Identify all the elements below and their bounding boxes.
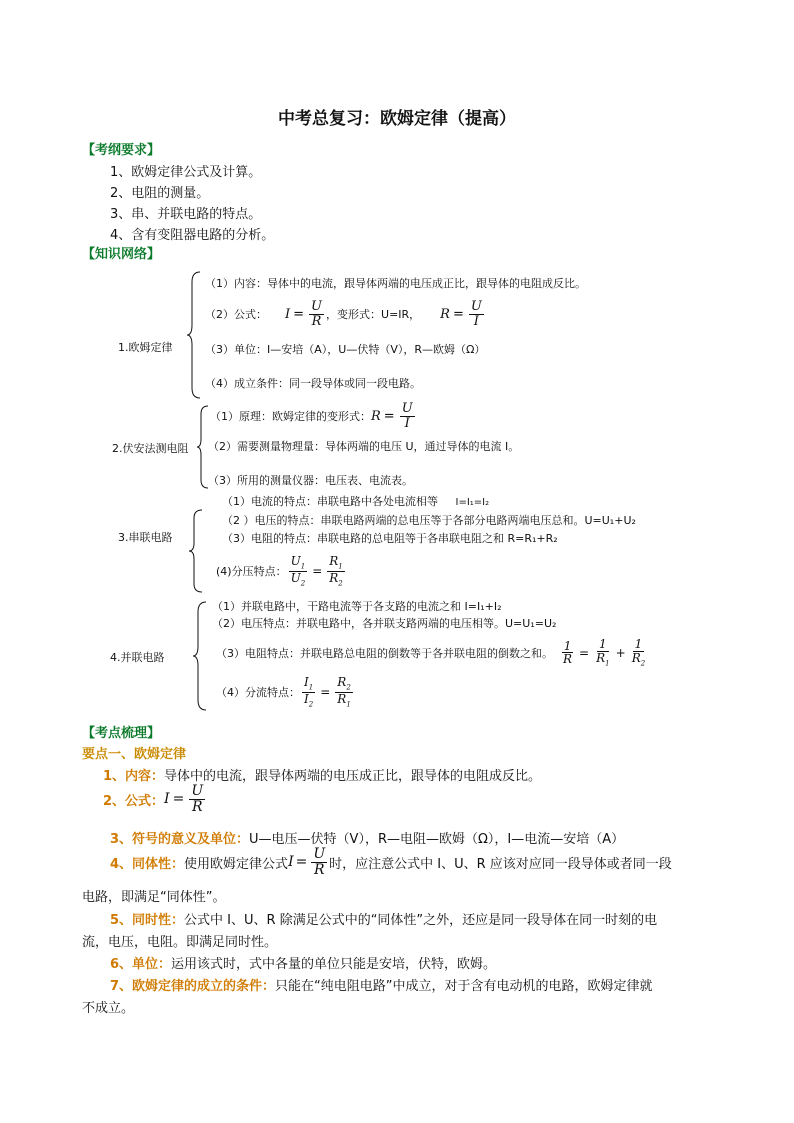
series-label: 3.串联电路 <box>118 531 173 544</box>
syllabus-item-2: 2、电阻的测量。 <box>110 186 210 201</box>
point-7-label: 7、欧姆定律的成立的条件： <box>110 979 276 994</box>
parallel-current: （1）并联电路中，干路电流等于各支路的电流之和 I=I₁+I₂ <box>212 600 502 613</box>
ohm-content: （1）内容：导体中的电流，跟导体两端的电压成正比，跟导体的电阻成反比。 <box>205 277 586 290</box>
point-3 <box>110 828 624 847</box>
parallel-res-total: $\frac{1}{R}$ <box>563 638 573 667</box>
point-1-label: 1、内容： <box>103 769 165 784</box>
brace-ohm <box>186 270 202 400</box>
measure-formula: $\frac{U}{I}$ <box>401 401 413 431</box>
points-heading: 【考点梳理】 <box>82 726 161 741</box>
ohm-condition: （4）成立条件：同一段导体或同一段电路。 <box>205 377 421 390</box>
point-4-text-b: 时，应注意公式中 I、U、R 应该对应同一段导体或者同一段 <box>329 856 672 872</box>
point-7-text-a: 只能在“纯电阻电路”中成立，对于含有电动机的电路，欧姆定律就 <box>275 979 653 994</box>
point-3-text: U—电压—伏特（V），R—电阻—欧姆（Ω），I—电流—安培（A） <box>249 832 625 847</box>
point-4: 4、同体性： 使用欧姆定律公式 I = $\frac{U}{R}$ 时，应注意公式中 I、U、R 应该对应同一段导体或者同一段 <box>110 846 672 878</box>
parallel-res-2: $\frac{1}{R_2}$ <box>631 637 646 667</box>
series-voltage: （2 ）电压的特点：串联电路两端的总电压等于各部分电路两端电压总和。U=U₁+U₂ <box>222 514 636 527</box>
ohm-formula-row: （2）公式： I = $\frac{U}{R}$ ，变形式：U=IR， R = $\frac{U}{I}$ <box>205 299 482 329</box>
point-5-text-a: 公式中 I、U、R 除满足公式中的“同体性”之外，还应是同一段导体在同一时刻的电 <box>184 913 658 928</box>
ohm-formula-prefix: （2）公式： <box>205 308 267 322</box>
ohm-formula-variant: $\frac{U}{I}$ <box>470 299 482 329</box>
parallel-shunt-right: $\frac{R_2}{R_1}$ <box>337 675 351 709</box>
parallel-resistance-row: （3）电阻特点：并联电路总电阻的倒数等于各并联电阻的倒数之和。 $\frac{1}{R}$ = $\frac{1}{R_1}$ + $\frac{1}{R_2}$ <box>216 637 646 667</box>
series-divider-left: $\frac{U_1}{U_2}$ <box>290 554 306 588</box>
ohm-formula-fraction: $\frac{U}{R}$ <box>311 299 323 329</box>
parallel-label: 4.并联电路 <box>110 651 165 664</box>
point-5-label: 5、同时性： <box>110 913 185 928</box>
page-title: 中考总复习：欧姆定律（提高） <box>278 109 516 129</box>
measure-instruments: （3）所用的测量仪器：电压表、电流表。 <box>208 474 413 487</box>
measure-quantities: （2）需要测量物理量：导体两端的电压 U，通过导体的电流 I。 <box>208 440 520 453</box>
measure-principle-row: （1）原理：欧姆定律的变形式： R = $\frac{U}{I}$ <box>210 401 413 431</box>
point-6 <box>110 953 496 972</box>
point-4-text-c: 电路，即满足“同体性”。 <box>82 890 226 905</box>
series-divider: (4)分压特点： <box>216 565 287 579</box>
point-5-text-b: 流，电压，电阻。即满足同时性。 <box>82 935 278 950</box>
point-1-text: 导体中的电流，跟导体两端的电压成正比，跟导体的电阻成反比。 <box>164 769 542 784</box>
series-current <box>222 493 489 509</box>
syllabus-heading: 【考纲要求】 <box>82 143 161 158</box>
series-divider-row: (4)分压特点： $\frac{U_1}{U_2}$ = $\frac{R_1}{R_2}$ <box>216 554 343 588</box>
measure-label: 2.伏安法测电阻 <box>112 442 189 455</box>
series-current-text: （1）电流的特点：串联电路中各处电流相等 <box>222 495 438 508</box>
series-current-eq: I=I₁=I₂ <box>455 497 490 508</box>
parallel-resistance: （3）电阻特点：并联电路总电阻的倒数等于各并联电阻的倒数之和。 <box>216 646 553 660</box>
point-7-text-b: 不成立。 <box>82 1001 135 1016</box>
point-6-text: 运用该式时，式中各量的单位只能是安培，伏特，欧姆。 <box>171 957 497 972</box>
ohm-label: 1.欧姆定律 <box>118 341 173 354</box>
series-divider-right: $\frac{R_1}{R_2}$ <box>329 554 343 588</box>
brace-series <box>188 508 204 594</box>
parallel-voltage: （2）电压特点：并联电路中，各并联支路两端的电压相等。U=U₁=U₂ <box>212 617 557 630</box>
point-3-label: 3、符号的意义及单位： <box>110 832 250 847</box>
syllabus-item-1: 1、欧姆定律公式及计算。 <box>110 165 262 180</box>
parallel-shunt-left: $\frac{I_1}{I_2}$ <box>304 675 314 709</box>
point-4-formula: $\frac{U}{R}$ <box>313 846 326 878</box>
parallel-res-1: $\frac{1}{R_1}$ <box>596 637 610 667</box>
point-2-formula: $\frac{U}{R}$ <box>191 783 204 815</box>
point-2: 2、公式： I = $\frac{U}{R}$ <box>103 783 204 815</box>
point-1 <box>103 765 541 784</box>
parallel-shunt-row: （4）分流特点： $\frac{I_1}{I_2}$ = $\frac{R_2}{R_1}$ <box>216 675 351 709</box>
measure-principle: （1）原理：欧姆定律的变形式： <box>210 410 371 424</box>
ohm-formula-mid: ，变形式：U=IR， <box>326 308 421 322</box>
key-point-1-heading: 要点一、欧姆定律 <box>82 747 187 762</box>
syllabus-item-3: 3、串、并联电路的特点。 <box>110 207 262 222</box>
point-5 <box>110 909 657 928</box>
syllabus-item-4: 4、含有变阻器电路的分析。 <box>110 228 275 243</box>
point-2-label: 2、公式： <box>103 793 165 809</box>
network-heading: 【知识网络】 <box>82 247 161 262</box>
parallel-shunt: （4）分流特点： <box>216 686 300 700</box>
brace-parallel <box>192 600 208 712</box>
point-4-text-a: 使用欧姆定律公式 <box>184 856 289 872</box>
ohm-units: （3）单位：I—安培（A），U—伏特（V），R—欧姆（Ω） <box>205 343 486 356</box>
point-7 <box>110 975 653 994</box>
point-6-label: 6、单位： <box>110 957 172 972</box>
point-4-label: 4、同体性： <box>110 856 185 872</box>
series-resistance: （3）电阻的特点：串联电路的总电阻等于各串联电阻之和 R=R₁+R₂ <box>222 532 558 545</box>
